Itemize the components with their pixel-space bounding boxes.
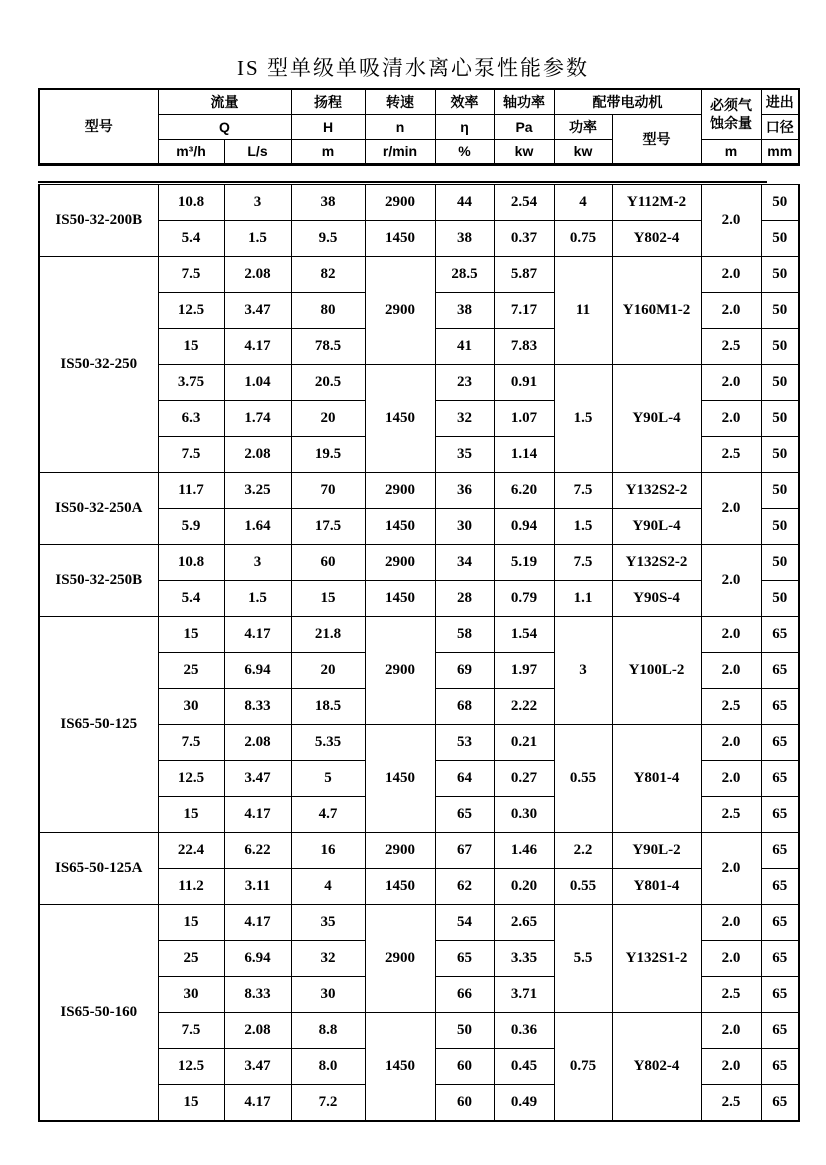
speed-rmin: 2900 bbox=[365, 257, 435, 365]
shaft-power-kw: 0.79 bbox=[494, 581, 554, 617]
header-flow-unit-m3h: m³/h bbox=[158, 139, 224, 164]
flow-ls: 1.04 bbox=[224, 365, 291, 401]
motor-model: Y132S2-2 bbox=[612, 545, 701, 581]
flow-ls: 2.08 bbox=[224, 437, 291, 473]
efficiency-pct: 23 bbox=[435, 365, 494, 401]
head-m: 5 bbox=[291, 761, 365, 797]
header-npsh-line2: 蚀余量 bbox=[710, 115, 752, 132]
efficiency-pct: 66 bbox=[435, 977, 494, 1013]
diameter-mm: 65 bbox=[761, 725, 799, 761]
motor-model: Y90L-4 bbox=[612, 509, 701, 545]
flow-m3h: 7.5 bbox=[158, 725, 224, 761]
efficiency-pct: 32 bbox=[435, 401, 494, 437]
efficiency-pct: 69 bbox=[435, 653, 494, 689]
pump-model: IS50-32-200B bbox=[39, 185, 158, 257]
diameter-mm: 65 bbox=[761, 977, 799, 1013]
shaft-power-kw: 0.36 bbox=[494, 1013, 554, 1049]
table-row bbox=[39, 905, 799, 941]
head-m: 30 bbox=[291, 977, 365, 1013]
efficiency-pct: 44 bbox=[435, 185, 494, 221]
motor-model: Y100L-2 bbox=[612, 617, 701, 725]
efficiency-pct: 60 bbox=[435, 1085, 494, 1121]
flow-m3h: 7.5 bbox=[158, 1013, 224, 1049]
speed-rmin: 1450 bbox=[365, 365, 435, 473]
efficiency-pct: 60 bbox=[435, 1049, 494, 1085]
flow-ls: 4.17 bbox=[224, 797, 291, 833]
diameter-mm: 50 bbox=[761, 509, 799, 545]
diameter-mm: 50 bbox=[761, 257, 799, 293]
efficiency-pct: 38 bbox=[435, 221, 494, 257]
flow-m3h: 25 bbox=[158, 653, 224, 689]
motor-model: Y132S1-2 bbox=[612, 905, 701, 1013]
flow-m3h: 10.8 bbox=[158, 185, 224, 221]
efficiency-pct: 67 bbox=[435, 833, 494, 869]
diameter-mm: 65 bbox=[761, 653, 799, 689]
efficiency-pct: 68 bbox=[435, 689, 494, 725]
efficiency-pct: 41 bbox=[435, 329, 494, 365]
npsh-m: 2.0 bbox=[701, 473, 761, 545]
flow-ls: 2.08 bbox=[224, 1013, 291, 1049]
efficiency-pct: 30 bbox=[435, 509, 494, 545]
head-m: 20 bbox=[291, 653, 365, 689]
efficiency-pct: 58 bbox=[435, 617, 494, 653]
header-speed-unit: r/min bbox=[365, 139, 435, 164]
npsh-m: 2.0 bbox=[701, 761, 761, 797]
header-diameter-line2: 口径 bbox=[761, 114, 799, 139]
header-table bbox=[38, 88, 800, 166]
header-npsh bbox=[701, 89, 761, 139]
flow-ls: 2.08 bbox=[224, 257, 291, 293]
speed-rmin: 2900 bbox=[365, 833, 435, 869]
speed-rmin: 2900 bbox=[365, 905, 435, 1013]
diameter-mm: 65 bbox=[761, 869, 799, 905]
speed-rmin: 1450 bbox=[365, 869, 435, 905]
diameter-mm: 50 bbox=[761, 293, 799, 329]
efficiency-pct: 62 bbox=[435, 869, 494, 905]
header-flow-unit-ls: L/s bbox=[224, 139, 291, 164]
head-m: 38 bbox=[291, 185, 365, 221]
npsh-m: 2.0 bbox=[701, 905, 761, 941]
flow-ls: 1.5 bbox=[224, 581, 291, 617]
flow-m3h: 30 bbox=[158, 977, 224, 1013]
header-head-unit: m bbox=[291, 139, 365, 164]
header-diameter-line1: 进出 bbox=[761, 89, 799, 114]
header-speed: 转速 bbox=[365, 89, 435, 114]
flow-ls: 4.17 bbox=[224, 905, 291, 941]
header-motor-model: 型号 bbox=[612, 114, 701, 164]
flow-m3h: 3.75 bbox=[158, 365, 224, 401]
head-m: 8.0 bbox=[291, 1049, 365, 1085]
flow-m3h: 15 bbox=[158, 797, 224, 833]
header-efficiency: 效率 bbox=[435, 89, 494, 114]
motor-power-kw: 5.5 bbox=[554, 905, 612, 1013]
npsh-m: 2.0 bbox=[701, 365, 761, 401]
header-head-symbol: H bbox=[291, 114, 365, 139]
diameter-mm: 65 bbox=[761, 1049, 799, 1085]
shaft-power-kw: 1.07 bbox=[494, 401, 554, 437]
diameter-mm: 50 bbox=[761, 401, 799, 437]
pump-model: IS50-32-250B bbox=[39, 545, 158, 617]
header-shaft-power: 轴功率 bbox=[494, 89, 554, 114]
head-m: 4 bbox=[291, 869, 365, 905]
motor-model: Y802-4 bbox=[612, 221, 701, 257]
npsh-m: 2.5 bbox=[701, 797, 761, 833]
table-row bbox=[39, 473, 799, 509]
diameter-mm: 50 bbox=[761, 437, 799, 473]
speed-rmin: 1450 bbox=[365, 581, 435, 617]
head-m: 4.7 bbox=[291, 797, 365, 833]
flow-ls: 3.47 bbox=[224, 761, 291, 797]
head-m: 35 bbox=[291, 905, 365, 941]
shaft-power-kw: 0.21 bbox=[494, 725, 554, 761]
table-row bbox=[39, 545, 799, 581]
flow-ls: 6.94 bbox=[224, 941, 291, 977]
motor-power-kw: 7.5 bbox=[554, 545, 612, 581]
header-motor-power-unit: kw bbox=[554, 139, 612, 164]
motor-model: Y90L-4 bbox=[612, 365, 701, 473]
flow-ls: 4.17 bbox=[224, 617, 291, 653]
flow-ls: 6.94 bbox=[224, 653, 291, 689]
pump-model: IS65-50-125A bbox=[39, 833, 158, 905]
head-m: 32 bbox=[291, 941, 365, 977]
table-row bbox=[39, 185, 799, 221]
speed-rmin: 2900 bbox=[365, 617, 435, 725]
flow-m3h: 5.4 bbox=[158, 221, 224, 257]
flow-ls: 8.33 bbox=[224, 977, 291, 1013]
flow-ls: 1.64 bbox=[224, 509, 291, 545]
shaft-power-kw: 1.14 bbox=[494, 437, 554, 473]
npsh-m: 2.0 bbox=[701, 653, 761, 689]
flow-ls: 1.5 bbox=[224, 221, 291, 257]
header-speed-symbol: n bbox=[365, 114, 435, 139]
motor-model: Y802-4 bbox=[612, 1013, 701, 1121]
efficiency-pct: 65 bbox=[435, 797, 494, 833]
npsh-m: 2.0 bbox=[701, 185, 761, 257]
head-m: 20 bbox=[291, 401, 365, 437]
npsh-m: 2.0 bbox=[701, 293, 761, 329]
efficiency-pct: 36 bbox=[435, 473, 494, 509]
flow-ls: 1.74 bbox=[224, 401, 291, 437]
head-m: 18.5 bbox=[291, 689, 365, 725]
shaft-power-kw: 2.65 bbox=[494, 905, 554, 941]
motor-power-kw: 11 bbox=[554, 257, 612, 365]
speed-rmin: 1450 bbox=[365, 1013, 435, 1121]
efficiency-pct: 50 bbox=[435, 1013, 494, 1049]
flow-ls: 4.17 bbox=[224, 1085, 291, 1121]
efficiency-pct: 65 bbox=[435, 941, 494, 977]
motor-power-kw: 3 bbox=[554, 617, 612, 725]
header-shaft-power-symbol: Pa bbox=[494, 114, 554, 139]
head-m: 7.2 bbox=[291, 1085, 365, 1121]
header-flow-symbol: Q bbox=[158, 114, 291, 139]
flow-m3h: 7.5 bbox=[158, 437, 224, 473]
flow-m3h: 5.9 bbox=[158, 509, 224, 545]
head-m: 78.5 bbox=[291, 329, 365, 365]
motor-model: Y801-4 bbox=[612, 869, 701, 905]
motor-model: Y132S2-2 bbox=[612, 473, 701, 509]
header-shaft-power-unit: kw bbox=[494, 139, 554, 164]
header-efficiency-unit: % bbox=[435, 139, 494, 164]
flow-m3h: 12.5 bbox=[158, 761, 224, 797]
body-table-top-rule bbox=[38, 181, 767, 183]
npsh-m: 2.0 bbox=[701, 545, 761, 617]
table-row bbox=[39, 833, 799, 869]
diameter-mm: 65 bbox=[761, 689, 799, 725]
header-pump-model: 型号 bbox=[39, 89, 158, 164]
flow-ls: 2.08 bbox=[224, 725, 291, 761]
table-row bbox=[39, 617, 799, 653]
shaft-power-kw: 0.27 bbox=[494, 761, 554, 797]
header-motor: 配带电动机 bbox=[554, 89, 701, 114]
header-flow: 流量 bbox=[158, 89, 291, 114]
diameter-mm: 65 bbox=[761, 941, 799, 977]
shaft-power-kw: 1.46 bbox=[494, 833, 554, 869]
motor-power-kw: 1.5 bbox=[554, 509, 612, 545]
efficiency-pct: 35 bbox=[435, 437, 494, 473]
head-m: 8.8 bbox=[291, 1013, 365, 1049]
efficiency-pct: 28.5 bbox=[435, 257, 494, 293]
speed-rmin: 1450 bbox=[365, 725, 435, 833]
header-diameter-unit: mm bbox=[761, 139, 799, 164]
shaft-power-kw: 0.20 bbox=[494, 869, 554, 905]
header-npsh-unit: m bbox=[701, 139, 761, 164]
efficiency-pct: 28 bbox=[435, 581, 494, 617]
motor-power-kw: 2.2 bbox=[554, 833, 612, 869]
head-m: 82 bbox=[291, 257, 365, 293]
motor-power-kw: 1.5 bbox=[554, 365, 612, 473]
shaft-power-kw: 0.45 bbox=[494, 1049, 554, 1085]
flow-m3h: 6.3 bbox=[158, 401, 224, 437]
flow-m3h: 15 bbox=[158, 1085, 224, 1121]
diameter-mm: 50 bbox=[761, 581, 799, 617]
motor-model: Y90L-2 bbox=[612, 833, 701, 869]
diameter-mm: 65 bbox=[761, 1013, 799, 1049]
npsh-m: 2.0 bbox=[701, 833, 761, 905]
motor-power-kw: 0.75 bbox=[554, 221, 612, 257]
head-m: 80 bbox=[291, 293, 365, 329]
body-table-rows bbox=[39, 185, 799, 1121]
npsh-m: 2.5 bbox=[701, 437, 761, 473]
shaft-power-kw: 3.35 bbox=[494, 941, 554, 977]
diameter-mm: 65 bbox=[761, 833, 799, 869]
flow-ls: 6.22 bbox=[224, 833, 291, 869]
head-m: 16 bbox=[291, 833, 365, 869]
motor-power-kw: 0.55 bbox=[554, 869, 612, 905]
head-m: 21.8 bbox=[291, 617, 365, 653]
flow-ls: 3.47 bbox=[224, 1049, 291, 1085]
shaft-power-kw: 7.83 bbox=[494, 329, 554, 365]
motor-model: Y801-4 bbox=[612, 725, 701, 833]
shaft-power-kw: 0.37 bbox=[494, 221, 554, 257]
shaft-power-kw: 5.87 bbox=[494, 257, 554, 293]
header-efficiency-symbol: η bbox=[435, 114, 494, 139]
shaft-power-kw: 1.54 bbox=[494, 617, 554, 653]
header-npsh-line1: 必须气 bbox=[710, 97, 752, 114]
efficiency-pct: 54 bbox=[435, 905, 494, 941]
speed-rmin: 2900 bbox=[365, 473, 435, 509]
flow-ls: 3.25 bbox=[224, 473, 291, 509]
document-title: IS 型单级单吸清水离心泵性能参数 bbox=[237, 56, 589, 80]
motor-model: Y160M1-2 bbox=[612, 257, 701, 365]
flow-m3h: 22.4 bbox=[158, 833, 224, 869]
flow-m3h: 11.7 bbox=[158, 473, 224, 509]
table-row bbox=[39, 257, 799, 293]
diameter-mm: 50 bbox=[761, 185, 799, 221]
shaft-power-kw: 2.54 bbox=[494, 185, 554, 221]
npsh-m: 2.0 bbox=[701, 257, 761, 293]
header-motor-power: 功率 bbox=[554, 114, 612, 139]
diameter-mm: 50 bbox=[761, 365, 799, 401]
efficiency-pct: 34 bbox=[435, 545, 494, 581]
header-head: 扬程 bbox=[291, 89, 365, 114]
motor-power-kw: 7.5 bbox=[554, 473, 612, 509]
shaft-power-kw: 0.49 bbox=[494, 1085, 554, 1121]
diameter-mm: 65 bbox=[761, 1085, 799, 1121]
shaft-power-kw: 1.97 bbox=[494, 653, 554, 689]
diameter-mm: 50 bbox=[761, 473, 799, 509]
npsh-m: 2.0 bbox=[701, 1049, 761, 1085]
speed-rmin: 2900 bbox=[365, 185, 435, 221]
npsh-m: 2.0 bbox=[701, 941, 761, 977]
flow-ls: 4.17 bbox=[224, 329, 291, 365]
npsh-m: 2.0 bbox=[701, 401, 761, 437]
motor-power-kw: 4 bbox=[554, 185, 612, 221]
flow-ls: 3 bbox=[224, 545, 291, 581]
diameter-mm: 65 bbox=[761, 797, 799, 833]
shaft-power-kw: 3.71 bbox=[494, 977, 554, 1013]
head-m: 19.5 bbox=[291, 437, 365, 473]
diameter-mm: 50 bbox=[761, 329, 799, 365]
flow-m3h: 11.2 bbox=[158, 869, 224, 905]
head-m: 70 bbox=[291, 473, 365, 509]
head-m: 60 bbox=[291, 545, 365, 581]
flow-ls: 8.33 bbox=[224, 689, 291, 725]
pump-model: IS65-50-125 bbox=[39, 617, 158, 833]
efficiency-pct: 53 bbox=[435, 725, 494, 761]
npsh-m: 2.0 bbox=[701, 725, 761, 761]
shaft-power-kw: 0.91 bbox=[494, 365, 554, 401]
speed-rmin: 1450 bbox=[365, 509, 435, 545]
shaft-power-kw: 2.22 bbox=[494, 689, 554, 725]
motor-model: Y90S-4 bbox=[612, 581, 701, 617]
pump-model: IS65-50-160 bbox=[39, 905, 158, 1121]
npsh-m: 2.5 bbox=[701, 329, 761, 365]
diameter-mm: 50 bbox=[761, 221, 799, 257]
npsh-m: 2.0 bbox=[701, 1013, 761, 1049]
flow-m3h: 30 bbox=[158, 689, 224, 725]
speed-rmin: 1450 bbox=[365, 221, 435, 257]
flow-m3h: 12.5 bbox=[158, 293, 224, 329]
flow-ls: 3 bbox=[224, 185, 291, 221]
pump-model: IS50-32-250A bbox=[39, 473, 158, 545]
diameter-mm: 65 bbox=[761, 617, 799, 653]
motor-power-kw: 0.55 bbox=[554, 725, 612, 833]
pump-model: IS50-32-250 bbox=[39, 257, 158, 473]
diameter-mm: 65 bbox=[761, 761, 799, 797]
motor-power-kw: 1.1 bbox=[554, 581, 612, 617]
head-m: 5.35 bbox=[291, 725, 365, 761]
flow-ls: 3.11 bbox=[224, 869, 291, 905]
npsh-m: 2.5 bbox=[701, 1085, 761, 1121]
flow-m3h: 15 bbox=[158, 329, 224, 365]
head-m: 15 bbox=[291, 581, 365, 617]
body-table bbox=[38, 184, 800, 1122]
flow-m3h: 15 bbox=[158, 905, 224, 941]
npsh-m: 2.0 bbox=[701, 617, 761, 653]
flow-m3h: 7.5 bbox=[158, 257, 224, 293]
head-m: 20.5 bbox=[291, 365, 365, 401]
npsh-m: 2.5 bbox=[701, 977, 761, 1013]
shaft-power-kw: 0.30 bbox=[494, 797, 554, 833]
efficiency-pct: 38 bbox=[435, 293, 494, 329]
flow-m3h: 10.8 bbox=[158, 545, 224, 581]
flow-m3h: 12.5 bbox=[158, 1049, 224, 1085]
diameter-mm: 65 bbox=[761, 905, 799, 941]
diameter-mm: 50 bbox=[761, 545, 799, 581]
flow-m3h: 5.4 bbox=[158, 581, 224, 617]
npsh-m: 2.5 bbox=[701, 689, 761, 725]
shaft-power-kw: 5.19 bbox=[494, 545, 554, 581]
flow-m3h: 25 bbox=[158, 941, 224, 977]
head-m: 9.5 bbox=[291, 221, 365, 257]
motor-model: Y112M-2 bbox=[612, 185, 701, 221]
flow-m3h: 15 bbox=[158, 617, 224, 653]
shaft-power-kw: 7.17 bbox=[494, 293, 554, 329]
speed-rmin: 2900 bbox=[365, 545, 435, 581]
motor-power-kw: 0.75 bbox=[554, 1013, 612, 1121]
efficiency-pct: 64 bbox=[435, 761, 494, 797]
shaft-power-kw: 6.20 bbox=[494, 473, 554, 509]
head-m: 17.5 bbox=[291, 509, 365, 545]
flow-ls: 3.47 bbox=[224, 293, 291, 329]
shaft-power-kw: 0.94 bbox=[494, 509, 554, 545]
